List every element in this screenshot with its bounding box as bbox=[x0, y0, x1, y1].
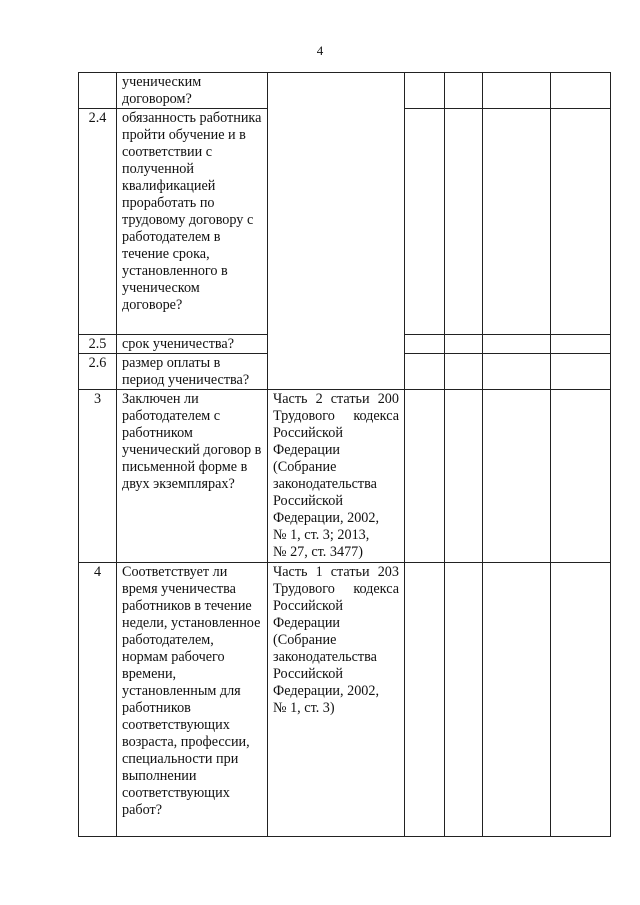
answer-yes-cell bbox=[405, 563, 445, 837]
legal-basis-line: Российской bbox=[273, 425, 343, 441]
page-number: 4 bbox=[316, 43, 324, 58]
answer-no-cell bbox=[445, 335, 483, 354]
note-cell bbox=[551, 354, 611, 390]
legal-basis-line: Часть 2 статьи 200 bbox=[273, 391, 399, 407]
answer-na-cell bbox=[483, 354, 551, 390]
answer-no-cell bbox=[445, 73, 483, 109]
row-number: 3 bbox=[79, 390, 117, 563]
legal-basis-line: Российской bbox=[273, 598, 343, 614]
legal-basis-cell bbox=[268, 73, 405, 390]
legal-basis-line: законодательства bbox=[273, 649, 377, 665]
answer-no-cell bbox=[445, 390, 483, 563]
question-cell: размер оплаты в период ученичества? bbox=[117, 354, 268, 390]
row-number: 4 bbox=[79, 563, 117, 837]
question-cell: обязанность работника пройти обучение и в соответствии с полученной квалификацией проработать по трудовому договору с работодателем в течение срока, установленного в ученическом договоре? bbox=[117, 109, 268, 335]
note-cell bbox=[551, 390, 611, 563]
legal-basis-line: № 1, ст. 3) bbox=[273, 700, 335, 716]
legal-basis-line: законодательства bbox=[273, 476, 377, 492]
answer-no-cell bbox=[445, 563, 483, 837]
table-row bbox=[79, 73, 611, 109]
question-cell: Соответствует ли время ученичества работников в течение недели, установленное работодателем, нормам рабочего времени, установленным для работников соответствующих возраста, профессии, специальности при выполнении соответствующих работ? bbox=[117, 563, 268, 837]
answer-yes-cell bbox=[405, 354, 445, 390]
legal-basis-line: Трудового кодекса bbox=[273, 581, 399, 597]
answer-na-cell bbox=[483, 109, 551, 335]
table-row bbox=[79, 390, 611, 563]
row-number: 2.4 bbox=[79, 109, 117, 335]
answer-na-cell bbox=[483, 73, 551, 109]
answer-na-cell bbox=[483, 335, 551, 354]
answer-na-cell bbox=[483, 390, 551, 563]
answer-no-cell bbox=[445, 354, 483, 390]
legal-basis-line: Федерации bbox=[273, 615, 341, 631]
legal-basis-line: Российской bbox=[273, 666, 343, 682]
legal-basis-line: № 1, ст. 3; 2013, bbox=[273, 527, 370, 543]
table-row bbox=[79, 563, 611, 837]
legal-basis-line: Трудового кодекса bbox=[273, 408, 399, 424]
note-cell bbox=[551, 73, 611, 109]
legal-basis-line: Федерации, 2002, bbox=[273, 683, 380, 699]
legal-basis-line: Часть 1 статьи 203 bbox=[273, 564, 399, 580]
answer-no-cell bbox=[445, 109, 483, 335]
answer-yes-cell bbox=[405, 390, 445, 563]
legal-basis-line: (Собрание bbox=[273, 632, 337, 648]
legal-basis-cell bbox=[268, 563, 405, 837]
answer-yes-cell bbox=[405, 73, 445, 109]
row-number: 2.6 bbox=[79, 354, 117, 390]
checklist-table bbox=[78, 72, 611, 837]
legal-basis-line: Федерации bbox=[273, 442, 341, 458]
question-cell: ученическим договором? bbox=[117, 73, 268, 109]
question-cell: срок ученичества? bbox=[117, 335, 268, 354]
legal-basis-line: (Собрание bbox=[273, 459, 337, 475]
legal-basis-line: Федерации, 2002, bbox=[273, 510, 380, 526]
legal-basis-line: № 27, ст. 3477) bbox=[273, 544, 363, 560]
answer-yes-cell bbox=[405, 335, 445, 354]
note-cell bbox=[551, 563, 611, 837]
row-number bbox=[79, 73, 117, 109]
legal-basis-line: Российской bbox=[273, 493, 343, 509]
legal-basis-cell bbox=[268, 390, 405, 563]
question-cell: Заключен ли работодателем с работником ученический договор в письменной форме в двух экземплярах? bbox=[117, 390, 268, 563]
answer-yes-cell bbox=[405, 109, 445, 335]
note-cell bbox=[551, 109, 611, 335]
row-number: 2.5 bbox=[79, 335, 117, 354]
answer-na-cell bbox=[483, 563, 551, 837]
note-cell bbox=[551, 335, 611, 354]
